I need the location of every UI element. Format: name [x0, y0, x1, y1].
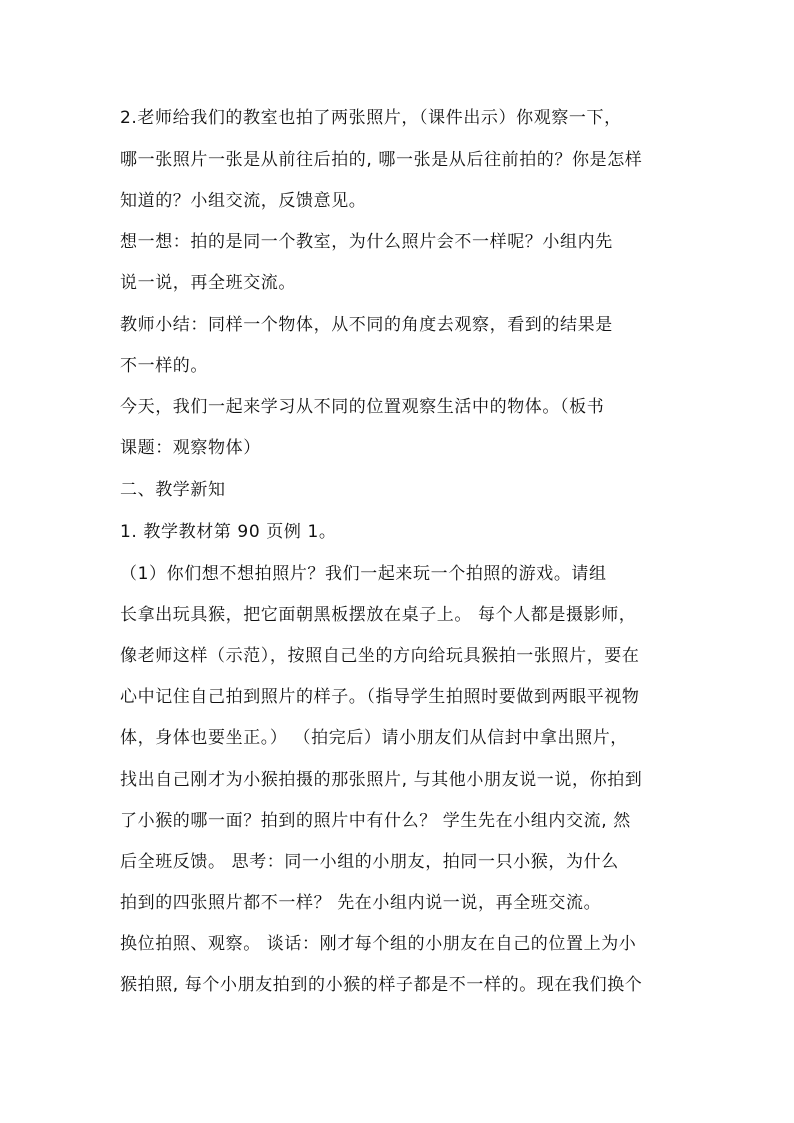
text-line: 2.老师给我们的教室也拍了两张照片，（课件出示）你观察一下， [120, 108, 622, 128]
text-line: 课题：观察物体） [120, 438, 261, 458]
text-line: 像老师这样（示范），按照自己坐的方向给玩具猴拍一张照片，要在 [120, 646, 640, 666]
section-heading: 二、教学新知 [120, 480, 226, 500]
text-line: 说一说，再全班交流。 [120, 273, 296, 293]
text-line: 不一样的。 [120, 356, 208, 376]
text-line: 教师小结：同样一个物体，从不同的角度去观察，看到的结果是 [120, 315, 613, 335]
text-line: 今天，我们一起来学习从不同的位置观察生活中的物体。（板书 [120, 397, 605, 417]
text-line: 知道的？小组交流，反馈意见。 [120, 191, 367, 211]
text-line: 想一想：拍的是同一个教室，为什么照片会不一样呢？小组内先 [120, 232, 613, 252]
text-line: 猴拍照, 每个小朋友拍到的小猴的样子都是不一样的。现在我们换个 [120, 975, 643, 995]
text-line: 找出自己刚才为小猴拍摄的那张照片, 与其他小朋友说一说，你拍到 [120, 770, 643, 790]
text-line: 心中记住自己拍到照片的样子。（指导学生拍照时要做到两眼平视物 [120, 687, 640, 707]
text-line: 换位拍照、观察。 谈话：刚才每个组的小朋友在自己的位置上为小 [120, 934, 637, 954]
text-line: 了小猴的哪一面？拍到的照片中有什么？ 学生先在小组内交流, 然 [120, 811, 631, 831]
text-line: 拍到的四张照片都不一样？ 先在小组内说一说，再全班交流。 [120, 893, 602, 913]
text-line: 后全班反馈。 思考：同一小组的小朋友，拍同一只小猴，为什么 [120, 852, 619, 872]
text-line: 体，身体也要坐正。） （拍完后）请小朋友们从信封中拿出照片， [120, 728, 628, 748]
text-line: 长拿出玩具猴，把它面朝黑板摆放在桌子上。 每个人都是摄影师， [120, 605, 637, 625]
text-line: 哪一张照片一张是从前往后拍的, 哪一张是从后往前拍的？你是怎样 [120, 150, 643, 170]
text-line: （1）你们想不想拍照片？我们一起来玩一个拍照的游戏。请组 [120, 564, 607, 584]
numbered-item: 1. 教学教材第 90 页例 1。 [120, 522, 337, 542]
